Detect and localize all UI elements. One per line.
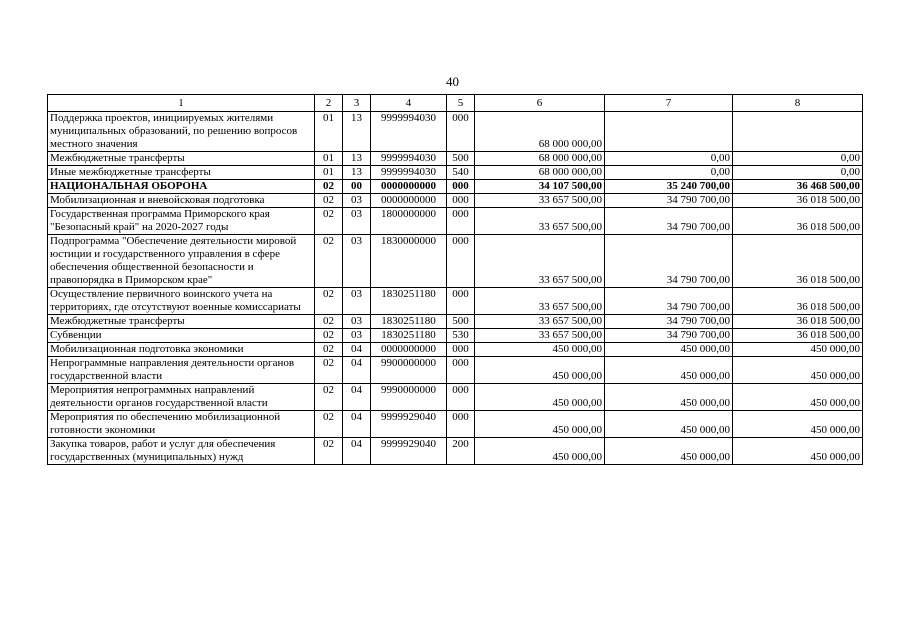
cell-expense-type: 500 <box>447 315 475 329</box>
cell-amount-6: 68 000 000,00 <box>475 112 605 152</box>
table-row <box>48 288 863 315</box>
cell-name: НАЦИОНАЛЬНАЯ ОБОРОНА <box>48 180 315 194</box>
cell-target-article: 1800000000 <box>371 208 447 235</box>
cell-subsection: 03 <box>343 288 371 315</box>
cell-expense-type: 000 <box>447 180 475 194</box>
cell-subsection: 03 <box>343 194 371 208</box>
cell-subsection: 04 <box>343 411 371 438</box>
cell-amount-6: 33 657 500,00 <box>475 235 605 288</box>
cell-amount-8: 36 468 500,00 <box>733 180 863 194</box>
cell-amount-8: 450 000,00 <box>733 384 863 411</box>
cell-expense-type: 540 <box>447 166 475 180</box>
cell-section: 02 <box>315 235 343 288</box>
cell-amount-8: 0,00 <box>733 166 863 180</box>
table-row <box>48 180 863 194</box>
page-number: 40 <box>446 74 459 89</box>
table-row <box>48 438 863 465</box>
cell-amount-8: 36 018 500,00 <box>733 315 863 329</box>
cell-name: Иные межбюджетные трансферты <box>48 166 315 180</box>
table-row <box>48 194 863 208</box>
cell-amount-8: 36 018 500,00 <box>733 208 863 235</box>
cell-amount-8: 36 018 500,00 <box>733 288 863 315</box>
cell-amount-7: 450 000,00 <box>605 384 733 411</box>
cell-section: 01 <box>315 152 343 166</box>
cell-subsection: 13 <box>343 166 371 180</box>
cell-amount-6: 33 657 500,00 <box>475 315 605 329</box>
cell-subsection: 03 <box>343 329 371 343</box>
cell-section: 01 <box>315 112 343 152</box>
cell-expense-type: 000 <box>447 194 475 208</box>
cell-target-article: 9999929040 <box>371 438 447 465</box>
cell-section: 01 <box>315 166 343 180</box>
cell-amount-7: 450 000,00 <box>605 343 733 357</box>
cell-expense-type: 200 <box>447 438 475 465</box>
column-header-2: 2 <box>315 95 343 112</box>
cell-target-article: 0000000000 <box>371 194 447 208</box>
column-header-3: 3 <box>343 95 371 112</box>
cell-amount-8: 36 018 500,00 <box>733 329 863 343</box>
cell-name: Мероприятия по обеспечению мобилизационной готовности экономики <box>48 411 315 438</box>
cell-expense-type: 000 <box>447 411 475 438</box>
cell-subsection: 13 <box>343 152 371 166</box>
cell-name: Субвенции <box>48 329 315 343</box>
cell-section: 02 <box>315 315 343 329</box>
cell-amount-6: 450 000,00 <box>475 343 605 357</box>
column-header-1: 1 <box>48 95 315 112</box>
table-row <box>48 384 863 411</box>
table-body <box>48 112 863 465</box>
cell-name: Поддержка проектов, инициируемых жителями муниципальных образований, по решению вопросов местного значения <box>48 112 315 152</box>
cell-name: Закупка товаров, работ и услуг для обеспечения государственных (муниципальных) нужд <box>48 438 315 465</box>
cell-amount-7: 450 000,00 <box>605 438 733 465</box>
cell-amount-6: 450 000,00 <box>475 411 605 438</box>
column-header-5: 5 <box>447 95 475 112</box>
cell-section: 02 <box>315 384 343 411</box>
cell-section: 02 <box>315 180 343 194</box>
cell-expense-type: 000 <box>447 208 475 235</box>
cell-amount-6: 33 657 500,00 <box>475 208 605 235</box>
cell-subsection: 04 <box>343 438 371 465</box>
cell-target-article: 9999994030 <box>371 112 447 152</box>
cell-amount-7 <box>605 112 733 152</box>
cell-name: Государственная программа Приморского края "Безопасный край" на 2020-2027 годы <box>48 208 315 235</box>
cell-amount-7: 0,00 <box>605 166 733 180</box>
cell-name: Осуществление первичного воинского учета на территориях, где отсутствуют военные комиссариаты <box>48 288 315 315</box>
cell-target-article: 9999994030 <box>371 166 447 180</box>
cell-expense-type: 000 <box>447 235 475 288</box>
cell-amount-7: 450 000,00 <box>605 411 733 438</box>
cell-name: Мероприятия непрограммных направлений деятельности органов государственной власти <box>48 384 315 411</box>
cell-amount-6: 33 657 500,00 <box>475 329 605 343</box>
cell-target-article: 0000000000 <box>371 343 447 357</box>
cell-subsection: 00 <box>343 180 371 194</box>
table-row <box>48 152 863 166</box>
cell-expense-type: 000 <box>447 343 475 357</box>
cell-amount-6: 33 657 500,00 <box>475 288 605 315</box>
cell-amount-7: 35 240 700,00 <box>605 180 733 194</box>
table-header-row <box>48 95 863 112</box>
cell-name: Мобилизационная и вневойсковая подготовка <box>48 194 315 208</box>
cell-section: 02 <box>315 208 343 235</box>
cell-amount-6: 68 000 000,00 <box>475 166 605 180</box>
cell-amount-7: 34 790 700,00 <box>605 235 733 288</box>
cell-amount-6: 450 000,00 <box>475 357 605 384</box>
cell-amount-6: 34 107 500,00 <box>475 180 605 194</box>
cell-target-article: 1830251180 <box>371 315 447 329</box>
budget-table <box>47 94 863 465</box>
cell-section: 02 <box>315 288 343 315</box>
cell-amount-7: 34 790 700,00 <box>605 288 733 315</box>
cell-target-article: 9990000000 <box>371 384 447 411</box>
cell-target-article: 1830251180 <box>371 288 447 315</box>
cell-amount-7: 0,00 <box>605 152 733 166</box>
cell-amount-8: 0,00 <box>733 152 863 166</box>
table-row <box>48 235 863 288</box>
cell-amount-6: 450 000,00 <box>475 384 605 411</box>
cell-expense-type: 000 <box>447 112 475 152</box>
table-row <box>48 357 863 384</box>
cell-target-article: 9900000000 <box>371 357 447 384</box>
table-row <box>48 112 863 152</box>
cell-target-article: 9999929040 <box>371 411 447 438</box>
table-row <box>48 166 863 180</box>
cell-amount-8: 450 000,00 <box>733 411 863 438</box>
cell-section: 02 <box>315 438 343 465</box>
cell-target-article: 1830251180 <box>371 329 447 343</box>
cell-section: 02 <box>315 329 343 343</box>
cell-amount-7: 34 790 700,00 <box>605 329 733 343</box>
cell-amount-7: 450 000,00 <box>605 357 733 384</box>
cell-section: 02 <box>315 194 343 208</box>
column-header-4: 4 <box>371 95 447 112</box>
cell-amount-8: 36 018 500,00 <box>733 235 863 288</box>
cell-subsection: 13 <box>343 112 371 152</box>
column-header-8: 8 <box>733 95 863 112</box>
cell-expense-type: 000 <box>447 384 475 411</box>
cell-amount-7: 34 790 700,00 <box>605 194 733 208</box>
cell-subsection: 04 <box>343 343 371 357</box>
table-row <box>48 411 863 438</box>
cell-amount-8: 450 000,00 <box>733 357 863 384</box>
cell-name: Межбюджетные трансферты <box>48 152 315 166</box>
cell-target-article: 1830000000 <box>371 235 447 288</box>
table-row <box>48 315 863 329</box>
column-header-7: 7 <box>605 95 733 112</box>
cell-expense-type: 000 <box>447 288 475 315</box>
cell-name: Межбюджетные трансферты <box>48 315 315 329</box>
cell-section: 02 <box>315 343 343 357</box>
cell-amount-6: 33 657 500,00 <box>475 194 605 208</box>
cell-subsection: 03 <box>343 208 371 235</box>
cell-expense-type: 000 <box>447 357 475 384</box>
cell-name: Подпрограмма "Обеспечение деятельности мировой юстиции и государственного управления в сфере обеспечения общественной безопасности и правопорядка в Приморском крае" <box>48 235 315 288</box>
cell-amount-8: 450 000,00 <box>733 438 863 465</box>
cell-subsection: 04 <box>343 357 371 384</box>
table-row <box>48 329 863 343</box>
cell-name: Мобилизационная подготовка экономики <box>48 343 315 357</box>
cell-name: Непрограммные направления деятельности органов государственной власти <box>48 357 315 384</box>
cell-expense-type: 500 <box>447 152 475 166</box>
column-header-6: 6 <box>475 95 605 112</box>
cell-target-article: 9999994030 <box>371 152 447 166</box>
cell-amount-8 <box>733 112 863 152</box>
cell-subsection: 04 <box>343 384 371 411</box>
cell-expense-type: 530 <box>447 329 475 343</box>
cell-target-article: 0000000000 <box>371 180 447 194</box>
cell-amount-8: 36 018 500,00 <box>733 194 863 208</box>
cell-amount-6: 450 000,00 <box>475 438 605 465</box>
cell-amount-7: 34 790 700,00 <box>605 315 733 329</box>
cell-subsection: 03 <box>343 315 371 329</box>
cell-subsection: 03 <box>343 235 371 288</box>
cell-section: 02 <box>315 411 343 438</box>
cell-amount-7: 34 790 700,00 <box>605 208 733 235</box>
table-row <box>48 208 863 235</box>
cell-section: 02 <box>315 357 343 384</box>
cell-amount-6: 68 000 000,00 <box>475 152 605 166</box>
cell-amount-8: 450 000,00 <box>733 343 863 357</box>
table-row <box>48 343 863 357</box>
